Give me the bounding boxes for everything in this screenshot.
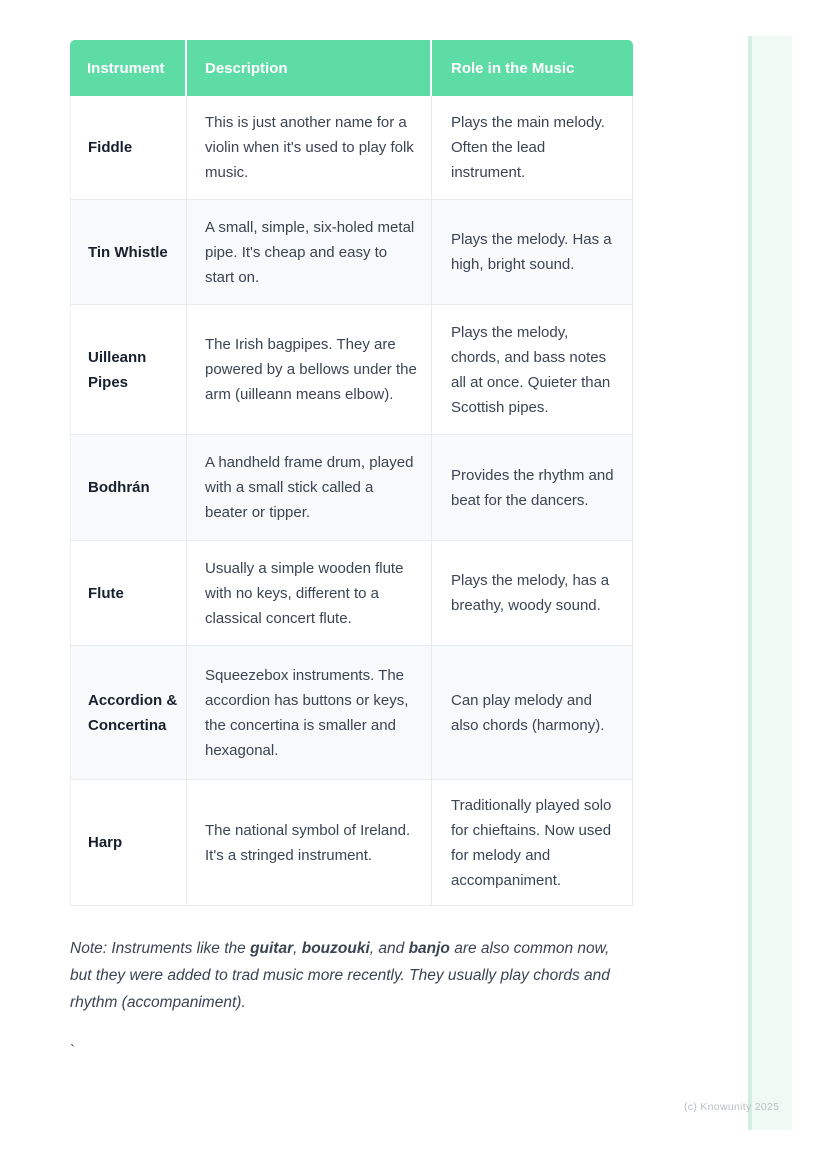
description-cell: Usually a simple wooden flute with no keys, different to a classical concert flute. — [187, 541, 432, 646]
description-cell: Squeezebox instruments. The accordion has buttons or keys, the concertina is smaller and hexagonal. — [187, 646, 432, 780]
note-bold-bouzouki: bouzouki — [301, 940, 370, 957]
copyright-credit: (c) Knowunity 2025 — [684, 1101, 780, 1113]
header-instrument: Instrument — [70, 40, 187, 96]
description-cell: The Irish bagpipes. They are powered by a bellows under the arm (uilleann means elbow). — [187, 305, 432, 435]
table-row — [70, 305, 633, 435]
instrument-cell: Accordion & Concertina — [70, 646, 187, 780]
role-cell: Provides the rhythm and beat for the dancers. — [432, 435, 633, 541]
instrument-cell: Bodhrán — [70, 435, 187, 541]
note-bold-banjo: banjo — [408, 940, 450, 957]
note-lead: Note: Instruments like the — [70, 940, 251, 957]
note-sep: , and — [369, 940, 409, 957]
instrument-cell: Fiddle — [70, 96, 187, 200]
description-cell: The national symbol of Ireland. It's a stringed instrument. — [187, 780, 432, 906]
role-cell: Plays the melody, has a breathy, woody sound. — [432, 541, 633, 646]
instrument-cell: Flute — [70, 541, 187, 646]
header-description: Description — [187, 40, 432, 96]
table-row — [70, 435, 633, 541]
description-cell: A small, simple, six-holed metal pipe. It's cheap and easy to start on. — [187, 200, 432, 305]
note-tail: are also common now, but they were added to trad music more recently. They usually play chords and rhythm (accompaniment). — [70, 940, 610, 1011]
stray-backtick: ` — [70, 1042, 75, 1059]
role-cell: Traditionally played solo for chieftains. Now used for melody and accompaniment. — [432, 780, 633, 906]
instrument-cell: Uilleann Pipes — [70, 305, 187, 435]
header-role: Role in the Music — [432, 40, 633, 96]
document-body — [70, 40, 633, 1059]
page-accent-strip — [748, 36, 792, 1130]
instrument-cell: Tin Whistle — [70, 200, 187, 305]
table-row — [70, 780, 633, 906]
table-row — [70, 541, 633, 646]
table-header-row — [70, 40, 633, 96]
table-row — [70, 200, 633, 305]
note-bold-guitar: guitar — [250, 940, 294, 957]
description-cell: This is just another name for a violin when it's used to play folk music. — [187, 96, 432, 200]
instruments-table — [70, 40, 633, 906]
description-cell: A handheld frame drum, played with a small stick called a beater or tipper. — [187, 435, 432, 541]
table-row — [70, 646, 633, 780]
role-cell: Plays the main melody. Often the lead instrument. — [432, 96, 633, 200]
table-row — [70, 96, 633, 200]
instrument-cell: Harp — [70, 780, 187, 906]
role-cell: Can play melody and also chords (harmony). — [432, 646, 633, 780]
note-paragraph — [70, 935, 635, 1016]
role-cell: Plays the melody, chords, and bass notes all at once. Quieter than Scottish pipes. — [432, 305, 633, 435]
note-sep: , — [293, 940, 302, 957]
role-cell: Plays the melody. Has a high, bright sound. — [432, 200, 633, 305]
